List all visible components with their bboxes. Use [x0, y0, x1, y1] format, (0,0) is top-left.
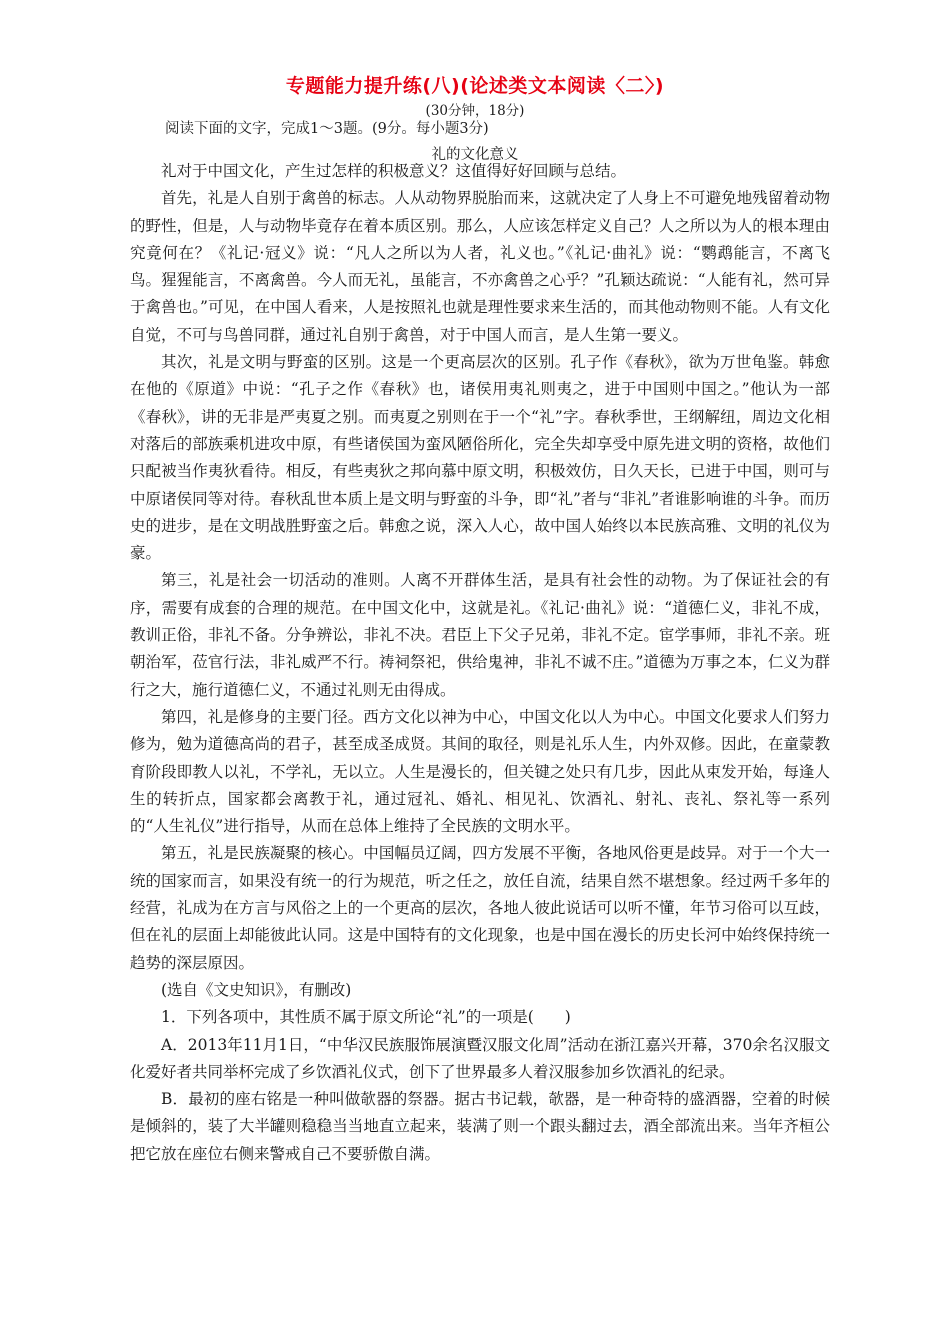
paragraph-intro: 礼对于中国文化，产生过怎样的积极意义？这值得好好回顾与总结。 [161, 162, 627, 180]
essay-title: 礼的文化意义 [431, 147, 519, 163]
essay-body [130, 158, 830, 1168]
paragraph-fifth: 第五，礼是民族凝聚的核心。中国幅员辽阔，四方发展不平衡，各地风俗更是歧异。对于一个大一统的国家而言，如果没有统一的行为规范，听之任之，放任自流，结果自然不堪想象。经过两千多年的经营，礼成为在方言与风俗之上的一个更高的层次，各地人彼此说话可以听不懂，年节习俗可以互歧，但在礼的层面上却能彼此认同。这是中国特有的文化现象，也是中国在漫长的历史长河中始终保持统一趋势的深层原因。 [130, 844, 830, 972]
paragraph-fourth: 第四，礼是修身的主要门径。西方文化以神为中心，中国文化以人为中心。中国文化要求人们努力修为，勉为道德高尚的君子，甚至成圣成贤。其间的取径，则是礼乐人生，内外双修。因此，在童蒙教育阶段即教人以礼，不学礼，无以立。人生是漫长的，但关键之处只有几步，因此从束发开始，每逢人生的转折点，国家都会离教于礼，通过冠礼、婚礼、相见礼、饮酒礼、射礼、丧礼、祭礼等一系列的“人生礼仪”进行指导，从而在总体上维持了全民族的文明水平。 [130, 707, 830, 836]
paragraph-second: 其次，礼是文明与野蛮的区别。这是一个更高层次的区别。孔子作《春秋》，欲为万世龟鉴。韩愈在他的《原道》中说：“孔子之作《春秋》也，诸侯用夷礼则夷之，进于中国则中国之。”他认为一部《春秋》，讲的无非是严夷夏之别。而夷夏之别则在于一个“礼”字。春秋季世，王纲解纽，周边文化相对落后的部族乘机进攻中原，有些诸侯国为蛮风陋俗所化，完全失却享受中原先进文明的资格，故他们只配被当作夷狄看待。相反，有些夷狄之邦向慕中原文明，积极效仿，日久天长，已进于中国，则可与中原诸侯同等对待。春秋乱世本质上是文明与野蛮的斗争，即“礼”者与“非礼”者谁影响谁的斗争。而历史的进步，是在文明战胜野蛮之后。韩愈之说，深入人心，故中国人始终以本民族高雅、文明的礼仪为豪。 [130, 353, 830, 563]
question-1-option-b: B．最初的座右铭是一种叫做欹器的祭器。据古书记载，欹器，是一种奇特的盛酒器，空着的时候是倾斜的，装了大半罐则稳稳当当地直立起来，装满了则一个跟头翻过去，酒全部流出来。当年齐桓公把它放在座位右侧来警戒自己不要骄傲自满。 [130, 1090, 830, 1163]
paragraph-third: 第三，礼是社会一切活动的准则。人离不开群体生活，是具有社会性的动物。为了保证社会的有序，需要有成套的合理的规范。在中国文化中，这就是礼。《礼记·曲礼》说：“道德仁义，非礼不成，教训正俗，非礼不备。分争辨讼，非礼不决。君臣上下父子兄弟，非礼不定。宦学事师，非礼不亲。班朝治军，莅官行法，非礼威严不行。祷祠祭祀，供给鬼神，非礼不诚不庄。”道德为万事之本，仁义为群行之大，施行道德仁义，不通过礼则无由得成。 [130, 571, 830, 699]
document-title: 专题能力提升练(八)(论述类文本阅读〈二〉) [285, 75, 665, 97]
question-1-stem: 1．下列各项中，其性质不属于原文所论“礼”的一项是( ) [161, 1008, 571, 1027]
time-score-note: (30分钟，18分) [425, 103, 525, 119]
question-1-option-a: A．2013年11月1日，“中华汉民族服饰展演暨汉服文化周”活动在浙江嘉兴开幕，370余名汉服文化爱好者共同举杯完成了乡饮酒礼仪式，创下了世界最多人着汉服参加乡饮酒礼的纪录。 [130, 1035, 830, 1081]
paragraph-first: 首先，礼是人自别于禽兽的标志。人从动物界脱胎而来，这就决定了人身上不可避免地残留着动物的野性，但是，人与动物毕竟存在着本质区别。那么，人应该怎样定义自己？人之所以为人的根本理由究竟何在？《礼记·冠义》说：“凡人之所以为人者，礼义也。”《礼记·曲礼》说：“鹦鹉能言，不离飞鸟。猩猩能言，不离禽兽。今人而无礼，虽能言，不亦禽兽之心乎？”孔颖达疏说：“人能有礼，然可异于禽兽也。”可见，在中国人看来，人是按照礼也就是理性要求来生活的，而其他动物则不能。人有文化自觉，不可与鸟兽同群，通过礼自别于禽兽，对于中国人而言，是人生第一要义。 [130, 189, 830, 344]
instruction-text: 阅读下面的文字，完成1～3题。(9分。每小题3分) [165, 121, 489, 137]
source-note: (选自《文史知识》，有删改) [161, 980, 352, 999]
